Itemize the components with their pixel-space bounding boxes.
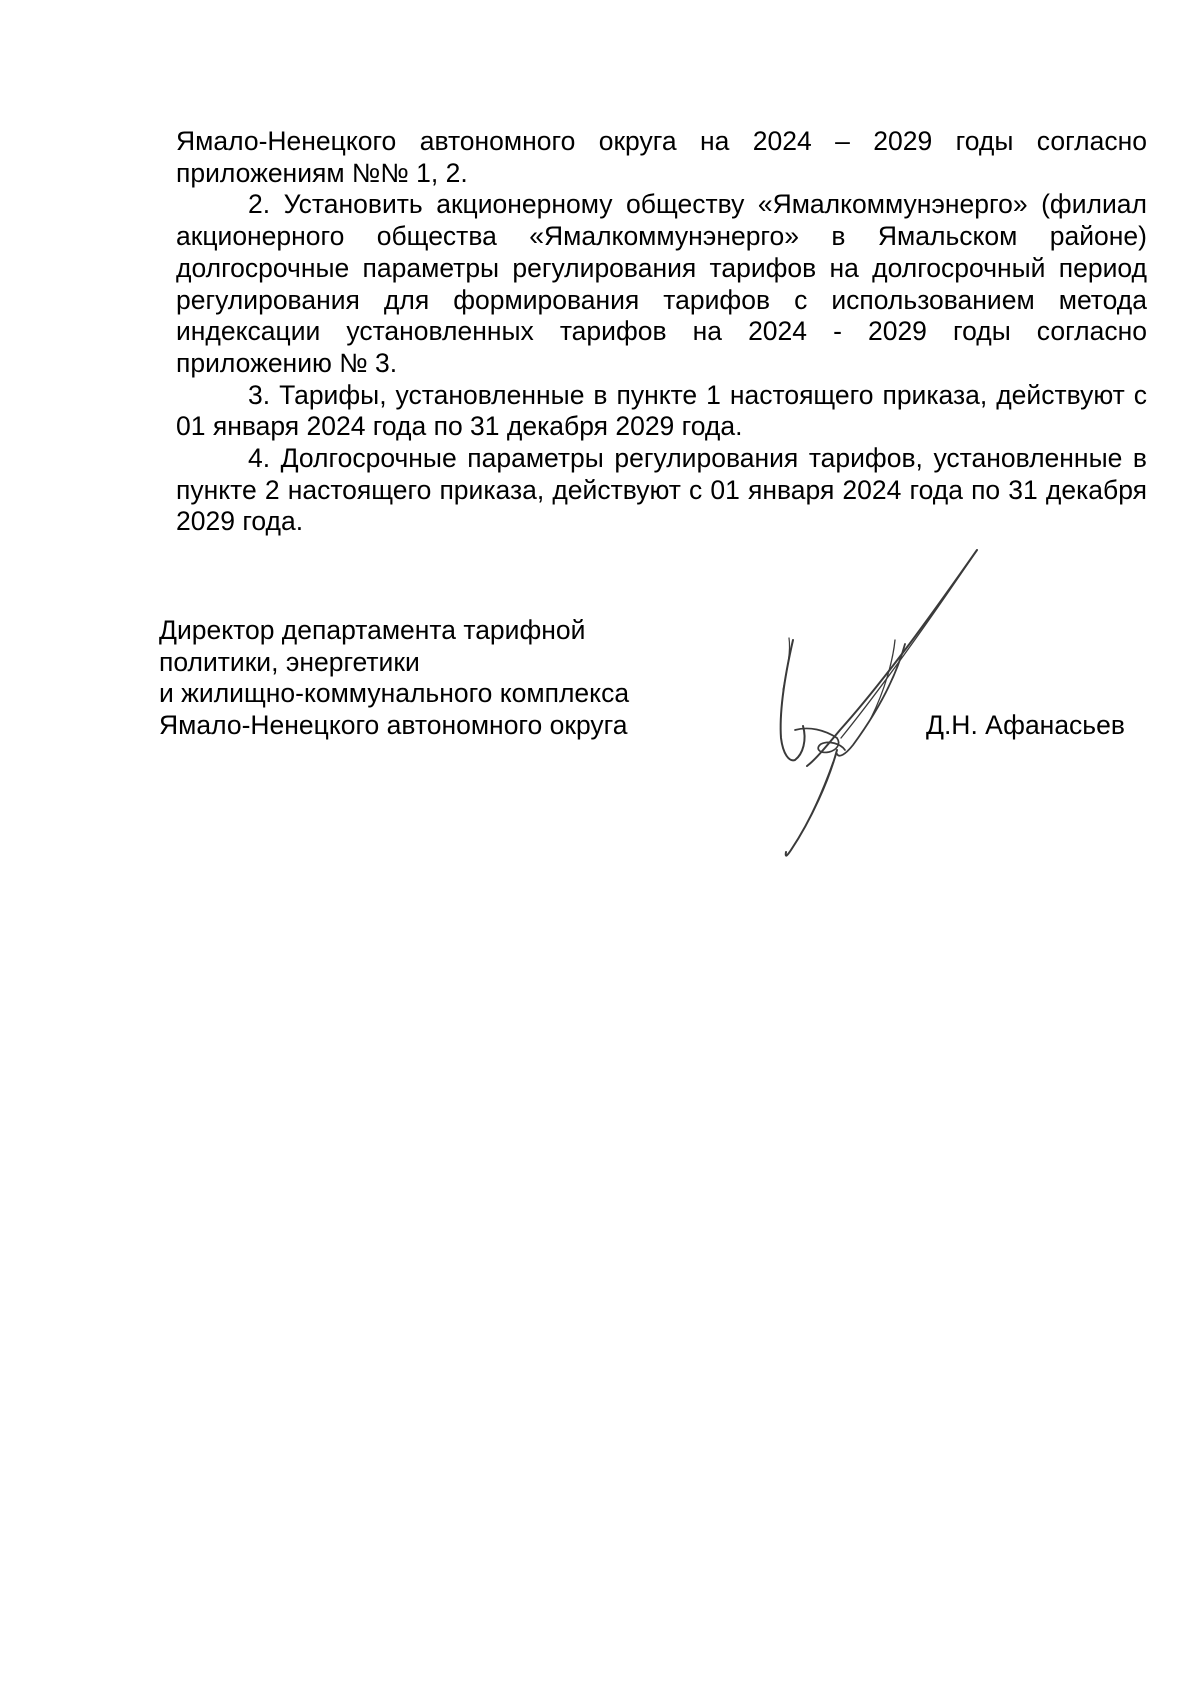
- signatory-position-line: Ямало-Ненецкого автономного округа: [159, 710, 628, 741]
- signatory-position: [159, 615, 719, 742]
- paragraph-item-3: 3. Тарифы, установленные в пункте 1 настоящего приказа, действуют с 01 января 2024 года по 31 декабря 2029 года.: [176, 379, 1147, 442]
- paragraph-item-4: 4. Долгосрочные параметры регулирования тарифов, установленные в пункте 2 настоящего приказа, действуют с 01 января 2024 года по 31 декабря 2029 года.: [176, 443, 1147, 537]
- document-body: [176, 126, 1147, 538]
- paragraph-item-2: 2. Установить акционерному обществу «Ямалкоммунэнерго» (филиал акционерного общества «Ямалкоммунэнерго» в Ямальском районе) долгосрочные параметры регулирования тарифов на долгосрочный период регулирования для формирования тарифов с использованием метода индексации установленных тарифов на 2024 - 2029 годы согласно приложению № 3.: [176, 189, 1147, 378]
- signatory-position-line: Директор департамента тарифной: [159, 615, 586, 645]
- signatory-name: Д.Н. Афанасьев: [926, 710, 1125, 740]
- paragraph-continuation: Ямало-Ненецкого автономного округа на 2024 – 2029 годы согласно приложениям №№ 1, 2.: [176, 126, 1147, 188]
- signatory-position-line: политики, энергетики: [159, 646, 420, 677]
- signatory-position-line: и жилищно-коммунального комплекса: [159, 678, 630, 709]
- handwritten-signature: [745, 540, 985, 880]
